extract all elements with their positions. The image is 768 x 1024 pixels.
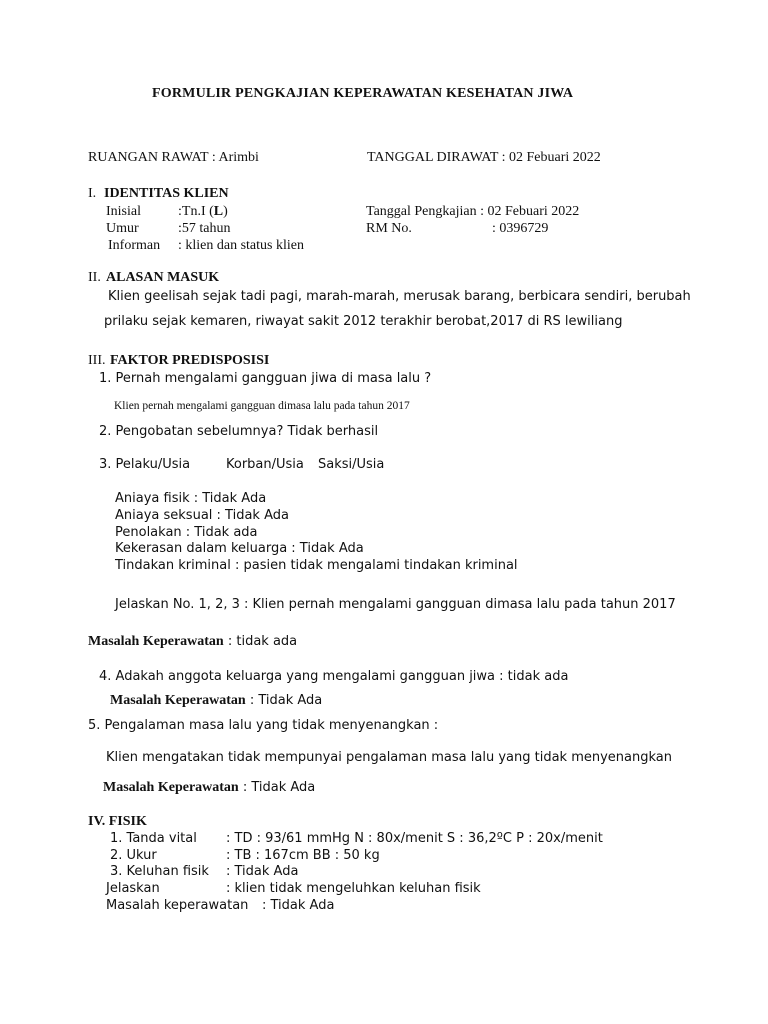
keluhan-fisik-value: : Tidak Ada xyxy=(226,864,299,879)
question-1: 1. Pernah mengalami gangguan jiwa di masa lalu ? xyxy=(99,371,432,386)
rm-label: RM No. xyxy=(366,221,412,236)
section-heading-faktor: FAKTOR PREDISPOSISI xyxy=(110,353,270,368)
umur-label: Umur xyxy=(106,221,139,236)
alasan-line-2: prilaku sejak kemaren, riwayat sakit 2012 terakhir berobat,2017 di RS lewiliang xyxy=(104,314,623,329)
jelaskan-label: Jelaskan xyxy=(106,881,160,896)
inisial-label: Inisial xyxy=(106,204,141,219)
ukur-value: : TB : 167cm BB : 50 kg xyxy=(226,848,380,863)
jelaskan-value: : klien tidak mengeluhkan keluhan fisik xyxy=(226,881,481,896)
answer-1: Klien pernah mengalami gangguan dimasa lalu pada tahun 2017 xyxy=(114,400,410,412)
form-title: FORMULIR PENGKAJIAN KEPERAWATAN KESEHATAN JIWA xyxy=(152,86,574,101)
question-3-saksi: Saksi/Usia xyxy=(318,457,385,472)
keluhan-fisik-label: 3. Keluhan fisik xyxy=(110,864,209,879)
aniaya-fisik: Aniaya fisik : Tidak Ada xyxy=(115,491,267,506)
penolakan: Penolakan : Tidak ada xyxy=(115,525,258,540)
alasan-line-1: Klien geelisah sejak tadi pagi, marah-marah, merusak barang, berbicara sendiri, berubah xyxy=(108,289,691,304)
masalah-keperawatan-fisik-label: Masalah keperawatan xyxy=(106,898,249,913)
kekerasan-keluarga: Kekerasan dalam keluarga : Tidak Ada xyxy=(115,541,364,556)
tanggal-pengkajian: Tanggal Pengkajian : 02 Febuari 2022 xyxy=(366,204,580,219)
question-4: 4. Adakah anggota keluarga yang mengalami gangguan jiwa : tidak ada xyxy=(99,669,569,684)
tanda-vital-value: : TD : 93/61 mmHg N : 80x/menit S : 36,2ºC P : 20x/menit xyxy=(226,831,603,846)
section-heading-alasan: ALASAN MASUK xyxy=(106,270,220,285)
tanggal-dirawat: TANGGAL DIRAWAT : 02 Febuari 2022 xyxy=(367,150,601,165)
section-num-3: III. xyxy=(88,353,106,368)
informan-label: Informan xyxy=(108,238,161,253)
jelaskan-1-2-3: Jelaskan No. 1, 2, 3 : Klien pernah mengalami gangguan dimasa lalu pada tahun 2017 xyxy=(115,597,676,612)
question-5: 5. Pengalaman masa lalu yang tidak menyenangkan : xyxy=(88,718,439,733)
question-3-pelaku: 3. Pelaku/Usia xyxy=(99,457,191,472)
answer-5: Klien mengatakan tidak mempunyai pengalaman masa lalu yang tidak menyenangkan xyxy=(106,750,673,765)
masalah-keperawatan-1: Masalah Keperawatan : tidak ada xyxy=(88,634,298,649)
question-2: 2. Pengobatan sebelumnya? Tidak berhasil xyxy=(99,424,379,439)
section-num-1: I. xyxy=(88,186,97,201)
ukur-label: 2. Ukur xyxy=(110,848,157,863)
tanda-vital-label: 1. Tanda vital xyxy=(110,831,197,846)
ruangan-rawat: RUANGAN RAWAT : Arimbi xyxy=(88,150,259,165)
masalah-keperawatan-3: Masalah Keperawatan : Tidak Ada xyxy=(103,780,316,795)
inisial-value: :Tn.I (L) xyxy=(178,204,228,219)
section-num-2: II. xyxy=(88,270,101,285)
rm-value: : 0396729 xyxy=(492,221,549,236)
aniaya-seksual: Aniaya seksual : Tidak Ada xyxy=(115,508,289,523)
section-heading-identitas: IDENTITAS KLIEN xyxy=(104,186,229,201)
informan-value: : klien dan status klien xyxy=(178,238,304,253)
masalah-keperawatan-fisik-value: : Tidak Ada xyxy=(262,898,335,913)
question-3-korban: Korban/Usia xyxy=(226,457,304,472)
section-heading-fisik: IV. FISIK xyxy=(88,814,147,829)
tindakan-kriminal: Tindakan kriminal : pasien tidak mengalami tindakan kriminal xyxy=(115,558,518,573)
umur-value: :57 tahun xyxy=(178,221,231,236)
masalah-keperawatan-2: Masalah Keperawatan : Tidak Ada xyxy=(110,693,323,708)
